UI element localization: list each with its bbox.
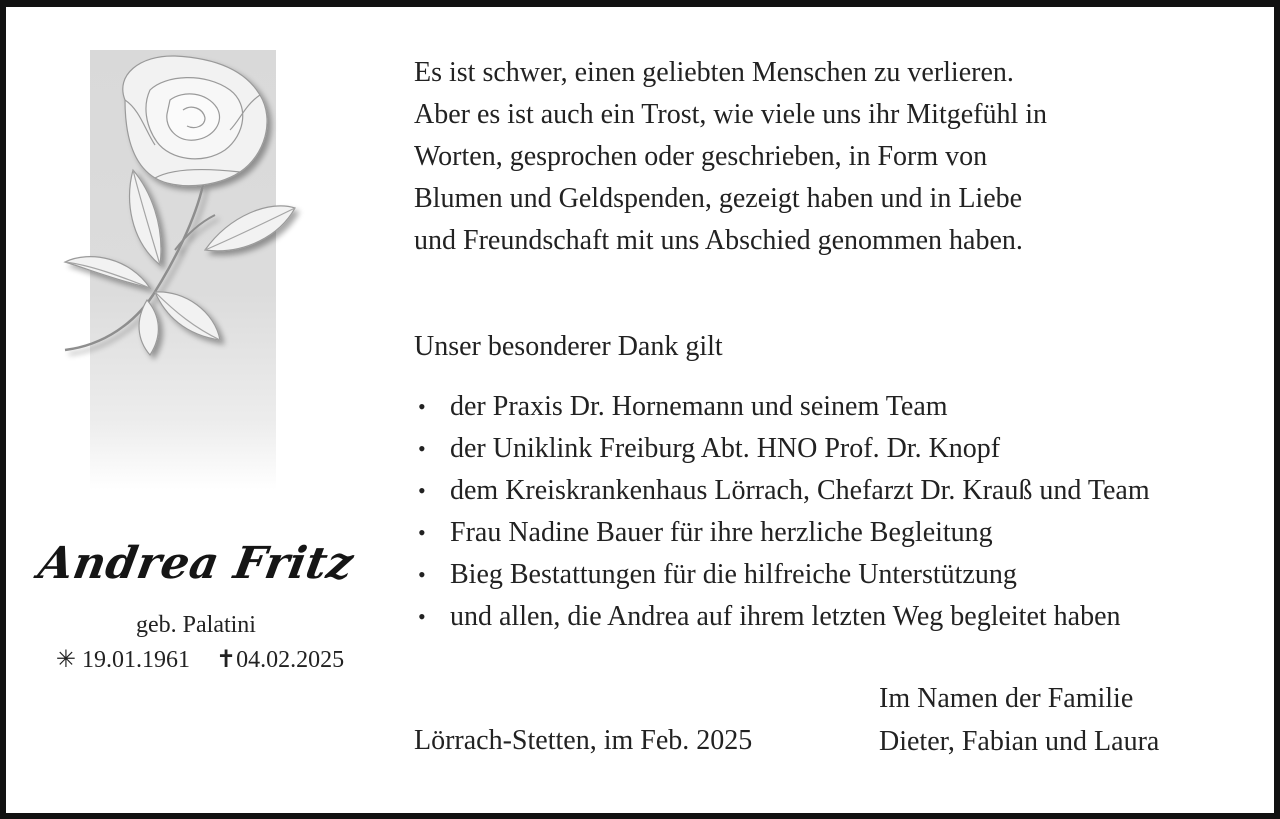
death-date: 04.02.2025 [236,647,345,673]
family-signature [879,677,1159,763]
list-item-text: und allen, die Andrea auf ihrem letzten Weg begleitet haben [450,601,1121,632]
list-item [414,596,1150,638]
list-item [414,428,1150,470]
signature-line-2: Dieter, Fabian und Laura [879,726,1160,757]
birth-date: 19.01.1961 [82,647,190,673]
thanks-heading: Unser besonderer Dank gilt [414,331,723,362]
list-item [414,554,1150,596]
list-item [414,386,1150,428]
bullet-icon: • [418,394,426,419]
list-item-text: der Praxis Dr. Hornemann und seinem Team [450,391,948,422]
bullet-icon: • [418,604,426,629]
bullet-icon: • [418,478,426,503]
intro-line: Aber es ist auch ein Trost, wie viele uns ihr Mitgefühl in [414,99,1048,130]
intro-line: und Freundschaft mit uns Abschied genommen haben. [414,225,1023,256]
deceased-name: Andrea Fritz [34,538,358,589]
life-dates [30,645,370,674]
intro-line: Blumen und Geldspenden, gezeigt haben und in Liebe [414,183,1023,214]
thanks-list [414,386,1150,638]
birth-star-icon: ✳ [55,647,76,673]
rose-icon [55,50,335,380]
place-date: Lörrach-Stetten, im Feb. 2025 [414,725,753,756]
list-item-text: der Uniklink Freiburg Abt. HNO Prof. Dr. Knopf [450,433,1001,464]
list-item [414,470,1150,512]
signature-line-1: Im Namen der Familie [879,683,1134,714]
list-item-text: Frau Nadine Bauer für ihre herzliche Begleitung [450,517,993,548]
intro-paragraph [414,52,1254,262]
maiden-name: geb. Palatini [136,612,256,638]
list-item [414,512,1150,554]
intro-line: Es ist schwer, einen geliebten Menschen zu verlieren. [414,57,1014,88]
bullet-icon: • [418,562,426,587]
list-item-text: dem Kreiskrankenhaus Lörrach, Chefarzt Dr. Krauß und Team [450,475,1150,506]
intro-line: Worten, gesprochen oder geschrieben, in Form von [414,141,988,172]
bullet-icon: • [418,520,426,545]
bullet-icon: • [418,436,426,461]
list-item-text: Bieg Bestattungen für die hilfreiche Unterstützung [450,559,1017,590]
death-cross-icon: ✝ [216,647,237,673]
